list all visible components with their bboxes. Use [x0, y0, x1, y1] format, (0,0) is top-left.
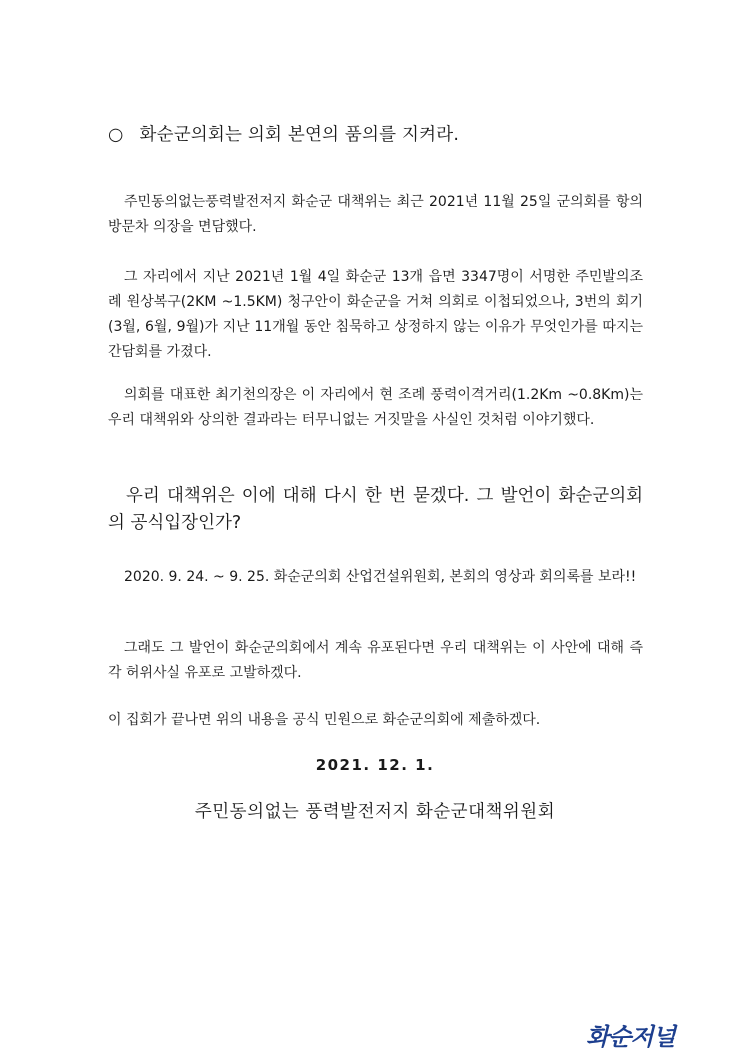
paragraph-chairman: 의회를 대표한 최기천의장은 이 자리에서 현 조례 풍력이격거리(1.2Km ~0.8Km)는 우리 대책위와 상의한 결과라는 터무니없는 거짓말을 사실인 것처럼 이야기했다. [108, 387, 643, 428]
document-heading [108, 121, 648, 146]
paragraph-warning: 그래도 그 발언이 화순군의회에서 계속 유포된다면 우리 대책위는 이 사안에 대해 즉각 허위사실 유포로 고발하겠다. [108, 640, 643, 681]
publisher-logo-text: 화순저널 [586, 1022, 675, 1051]
paragraph-meeting: 주민동의없는풍력발전저지 화순군 대책위는 최근 2021년 11월 25일 군의회를 항의 방문차 의장을 면담했다. [108, 194, 643, 235]
paragraph-complaint: 이 집회가 끝나면 위의 내용을 공식 민원으로 화순군의회에 제출하겠다. [108, 712, 541, 728]
paragraph-question: 우리 대책위은 이에 대해 다시 한 번 묻겠다. 그 발언이 화순군의회의 공식입장인가? [108, 486, 643, 533]
heading-text: 화순군의회는 의회 본연의 품의를 지켜라. [139, 125, 460, 145]
signature: 주민동의없는 풍력발전저지 화순군대책위원회 [194, 802, 556, 822]
circle-marker-icon: ○ [108, 125, 124, 145]
document-date: 2021. 12. 1. [315, 756, 435, 774]
paragraph-petition: 그 자리에서 지난 2021년 1월 4일 화순군 13개 읍면 3347명이 서명한 주민발의조례 원상복구(2KM ~1.5KM) 청구안이 화순군을 거쳐 의회로 이첩되었으나, 3번의 회기(3월, 6월, 9월)가 지난 11개월 동안 침묵하고 상정하지 않는 이유가 무엇인가를 따지는 간담회를 가졌다. [108, 269, 643, 360]
publisher-logo [586, 1017, 696, 1051]
paragraph-records: 2020. 9. 24. ~ 9. 25. 화순군의회 산업건설위원회, 본회의 영상과 회의록를 보라!! [124, 569, 637, 585]
